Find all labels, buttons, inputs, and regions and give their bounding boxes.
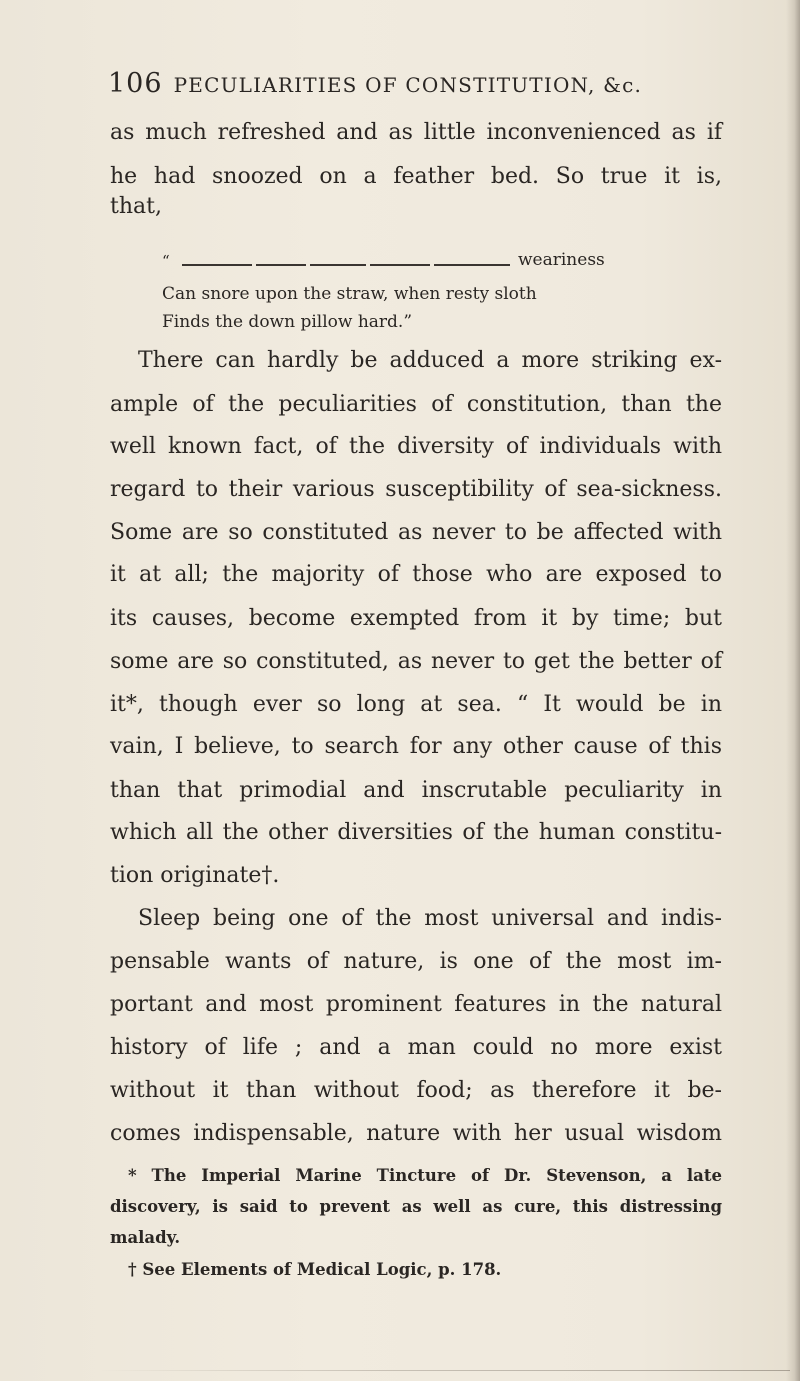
text-line: history of life ; and a man could no more exist <box>110 1035 722 1060</box>
text-line: which all the other diversities of the human constitu- <box>110 820 722 845</box>
text-line: some are so constituted, as never to get the better of <box>110 649 722 674</box>
text-line: Sleep being one of the most universal and indis- <box>138 906 722 931</box>
page-header <box>108 68 708 104</box>
text-line: than that primodial and inscrutable peculiarity in <box>110 778 722 803</box>
footnote-line: malady. <box>110 1228 181 1247</box>
page-edge-shadow <box>786 0 800 1381</box>
footnote-line: discovery, is said to prevent as well as cure, this distressing <box>110 1197 722 1216</box>
text-line: that, <box>110 194 162 219</box>
running-head: PECULIARITIES OF CONSTITUTION, &c. <box>173 73 643 97</box>
text-line: regard to their various susceptibility of sea-sickness. <box>110 477 722 502</box>
text-line: as much refreshed and as little inconvenienced as if <box>110 120 722 145</box>
quote-lead-line <box>162 250 662 274</box>
text-line: it*, though ever so long at sea. “ It would be in <box>110 692 722 717</box>
text-line: its causes, become exempted from it by time; but <box>110 606 722 631</box>
quote-first-word: weariness <box>518 250 605 270</box>
text-line: well known fact, of the diversity of individuals with <box>110 434 722 459</box>
text-line: comes indispensable, nature with her usual wisdom <box>110 1121 722 1146</box>
text-line: vain, I believe, to search for any other cause of this <box>110 734 722 759</box>
dash-rule <box>370 264 430 266</box>
text-line: There can hardly be adduced a more striking ex- <box>138 348 722 373</box>
text-line: he had snoozed on a feather bed. So true it is, <box>110 164 722 189</box>
text-line: Some are so constituted as never to be affected with <box>110 520 722 545</box>
text-line: portant and most prominent features in the natural <box>110 992 722 1017</box>
dash-rule <box>182 264 252 266</box>
text-line: pensable wants of nature, is one of the most im- <box>110 949 722 974</box>
footnote-line: * The Imperial Marine Tincture of Dr. Stevenson, a late <box>128 1166 722 1185</box>
dash-rule <box>434 264 510 266</box>
quote-line: Finds the down pillow hard.” <box>162 312 413 332</box>
text-line: without it than without food; as therefore it be- <box>110 1078 722 1103</box>
page-number: 106 <box>108 68 163 99</box>
open-quote-mark: “ <box>162 252 170 270</box>
text-line: it at all; the majority of those who are exposed to <box>110 562 722 587</box>
footnote-line: † See Elements of Medical Logic, p. 178. <box>128 1260 502 1279</box>
text-line: tion originate†. <box>110 863 280 888</box>
text-line: ample of the peculiarities of constitution, than the <box>110 392 722 417</box>
dash-rule <box>256 264 306 266</box>
page-bottom-edge <box>100 1370 790 1371</box>
quote-line: Can snore upon the straw, when resty sloth <box>162 284 537 304</box>
dash-rule <box>310 264 366 266</box>
